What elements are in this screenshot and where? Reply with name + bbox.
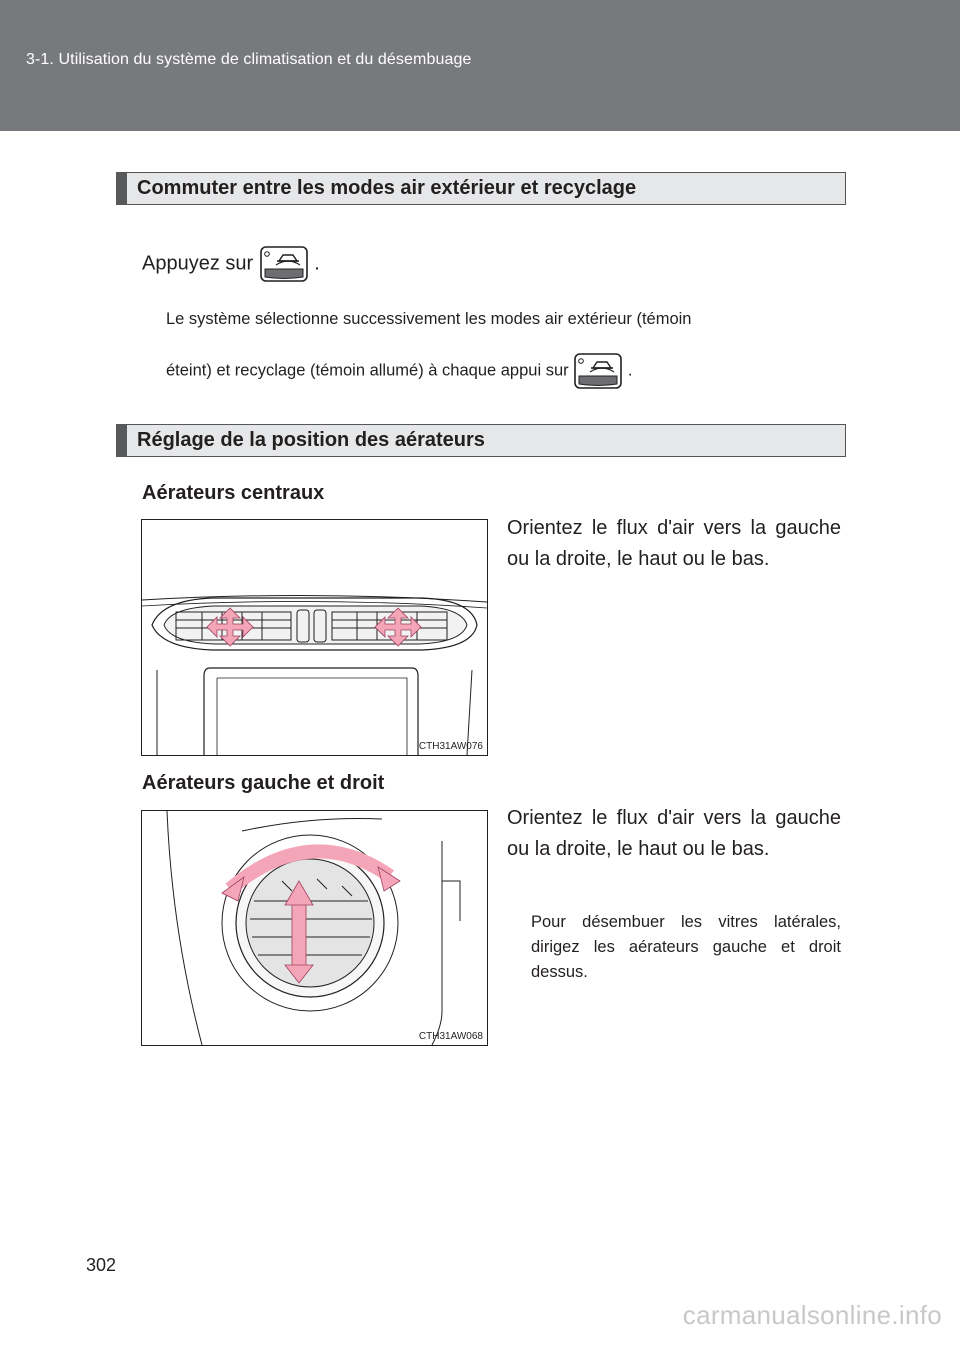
watermark: carmanualsonline.info [682,1300,942,1330]
air-recirculation-button-icon [573,352,623,390]
central-vents-heading: Aérateurs centraux [142,482,325,504]
side-vents-text: Orientez le flux d'air vers la gauche ou la droite, le haut ou le bas. [507,807,841,860]
central-vents-illustration [142,520,487,755]
section-heading-box [116,424,846,457]
note-text: éteint) et recyclage (témoin allumé) à chaque appui sur [166,361,569,380]
note-line-1: Le système sélectionne successivement les modes air extérieur (témoin [166,310,692,328]
section-title: Réglage de la position des aérateurs [137,429,485,451]
side-vents-note: Pour désembuer les vitres latérales, dirigez les aérateurs gauche et droit dessus. [531,913,841,981]
note-line-2 [166,352,632,390]
figure-code: CTH31AW076 [418,741,483,752]
chapter-title: 3-1. Utilisation du système de climatisation et du désembuage [26,51,472,68]
central-vents-figure [141,519,488,756]
side-vents-heading: Aérateurs gauche et droit [142,772,385,794]
instruction-period: . [314,252,320,275]
side-vents-figure [141,810,488,1046]
note-period: . [627,361,633,380]
central-vents-text: Orientez le flux d'air vers la gauche ou la droite, le haut ou le bas. [507,517,841,570]
air-recirculation-button-icon [259,245,309,283]
page-header [0,0,960,131]
vertical-adjust-arrow [292,903,306,967]
instruction-text: Appuyez sur [142,252,254,275]
side-vents-illustration [142,811,487,1045]
instruction-line [142,245,320,283]
figure-code: CTH31AW068 [418,1031,483,1042]
section-title: Commuter entre les modes air extérieur et recyclage [137,177,637,199]
page-number: 302 [86,1255,117,1275]
section-heading-box [116,172,846,205]
